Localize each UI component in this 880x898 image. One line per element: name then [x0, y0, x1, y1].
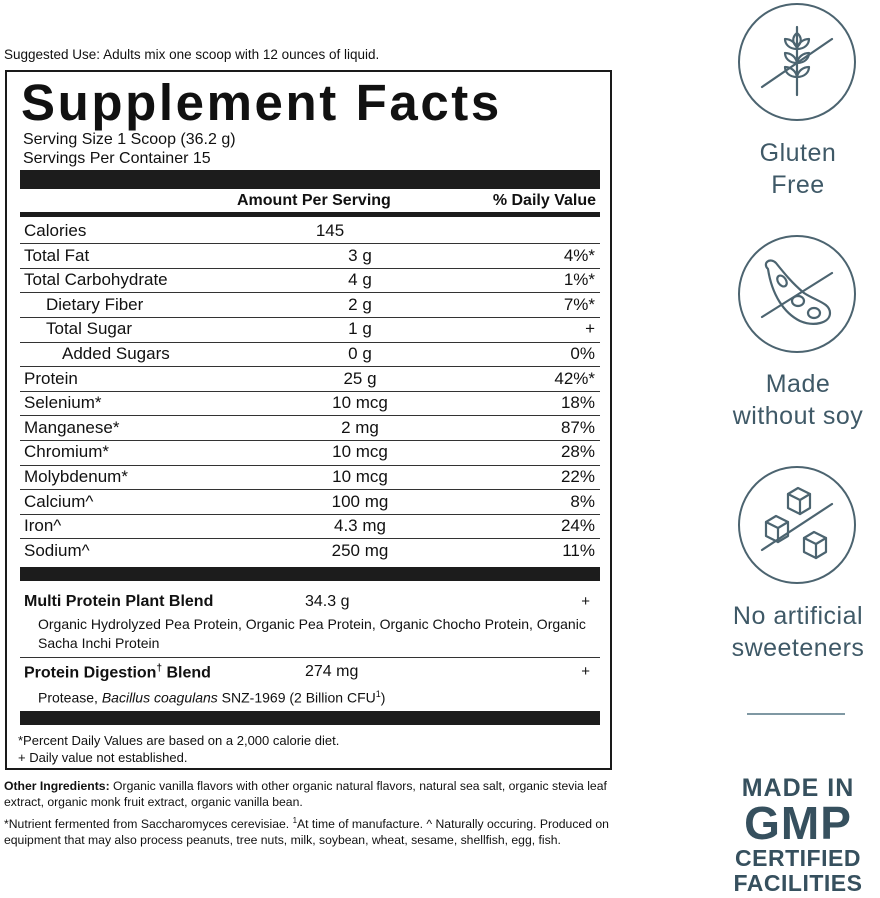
badge-sweeteners-label: No artificial sweeteners	[731, 602, 865, 662]
nutrient-daily-value: 22%	[560, 467, 595, 486]
header-amount: Amount Per Serving	[237, 192, 391, 209]
blend-amount: 34.3 g	[305, 593, 350, 610]
nutrient-row	[20, 293, 600, 317]
nutrient-amount: 10 mcg	[332, 442, 388, 462]
footnote-not-established: + Daily value not established.	[18, 750, 188, 765]
nutrient-name: Chromium*	[24, 442, 110, 462]
divider-line	[747, 713, 845, 715]
nutrient-amount: 3 g	[348, 245, 372, 265]
nutrient-amount: 2 mg	[341, 417, 379, 437]
nutrient-name: Manganese*	[24, 417, 120, 437]
badge-soy-free	[738, 235, 856, 353]
blend-name: Multi Protein Plant Blend	[24, 593, 214, 610]
header-divider	[20, 212, 600, 217]
nutrient-name: Total Sugar	[46, 319, 132, 339]
nutrient-row	[20, 244, 600, 268]
nutrient-name: Added Sugars	[62, 344, 170, 363]
thick-divider	[20, 567, 600, 581]
nutrient-row	[20, 317, 600, 341]
suggested-use: Suggested Use: Adults mix one scoop with 12 ounces of liquid.	[4, 47, 380, 62]
nutrient-row	[20, 367, 600, 391]
badge-gluten-free	[738, 3, 856, 121]
gmp-certified: CERTIFIED	[735, 845, 861, 871]
nutrient-row	[20, 440, 600, 464]
nutrient-daily-value: 28%	[560, 442, 595, 462]
nutrient-amount: 1 g	[348, 319, 372, 339]
wheat-crossed-icon	[740, 5, 854, 119]
nutrient-amount: 25 g	[343, 368, 377, 388]
nutrient-row	[20, 342, 600, 366]
nutrient-name: Sodium^	[24, 540, 90, 560]
nutrient-daily-value: 8%	[570, 491, 595, 511]
supplement-facts-panel	[5, 70, 612, 770]
nutrient-amount: 100 mg	[331, 491, 389, 511]
nutrient-name: Total Carbohydrate	[24, 270, 168, 290]
nutrient-amount: 145	[315, 221, 345, 240]
blend-dv: +	[581, 593, 590, 610]
nutrient-row	[20, 219, 600, 243]
nutrient-daily-value: 11%	[562, 540, 595, 560]
blend-ingredients: Organic Hydrolyzed Pea Protein, Organic Pea Protein, Organic Chocho Protein, Organic Sacha Inchi Protein	[38, 616, 586, 651]
gmp-facilities: FACILITIES	[733, 870, 863, 896]
nutrient-name: Calcium^	[24, 491, 94, 511]
nutrient-daily-value: 7%*	[563, 294, 595, 314]
nutrient-amount: 250 mg	[331, 540, 389, 560]
footnote-daily-values: *Percent Daily Values are based on a 2,000 calorie diet.	[18, 733, 340, 748]
gmp-title: GMP	[744, 797, 852, 849]
nutrient-daily-value: 24%	[560, 516, 595, 536]
nutrient-amount: 10 mcg	[332, 393, 388, 413]
nutrient-amount: 4 g	[348, 270, 372, 290]
serving-size: Serving Size 1 Scoop (36.2 g)	[23, 131, 236, 148]
badge-gluten-label: Gluten Free	[759, 139, 837, 199]
badge-soy-label: Made without soy	[732, 370, 864, 430]
nutrient-daily-value: 4%*	[563, 245, 595, 265]
other-ingredients: Other Ingredients: Organic vanilla flavors with other organic natural flavors, natural sea salt, organic stevia leaf extract, organic monk fruit extract, organic vanilla bean.	[4, 779, 607, 809]
blend-name: Protein Digestion† Blend	[24, 663, 211, 682]
nutrient-name: Total Fat	[24, 245, 90, 265]
blend-amount: 274 mg	[305, 663, 359, 680]
badge-no-sweeteners	[738, 466, 856, 584]
blend-dv: +	[581, 663, 590, 680]
nutrient-amount: 2 g	[348, 294, 372, 314]
sugar-cubes-crossed-icon	[740, 468, 854, 582]
thick-divider	[20, 170, 600, 189]
nutrient-name: Protein	[24, 368, 78, 388]
label-title: Supplement Facts	[21, 74, 502, 131]
nutrient-note: *Nutrient fermented from Saccharomyces cerevisiae. $^1$At time of manufacture. ^ Naturally occuring. Produced on equipment that may also process peanuts, tree nuts, milk, soybean, wheat, sesame, shellfish, egg, fish.	[4, 816, 609, 848]
nutrient-name: Iron^	[24, 516, 62, 536]
nutrient-daily-value: 0%	[570, 344, 595, 363]
nutrient-row	[20, 465, 600, 489]
nutrient-daily-value: 42%*	[554, 368, 595, 388]
nutrient-name: Calories	[24, 221, 87, 240]
nutrient-name: Selenium*	[24, 393, 102, 413]
nutrient-amount: 0 g	[348, 344, 372, 363]
nutrient-name: Molybdenum*	[24, 467, 128, 486]
nutrient-name: Dietary Fiber	[46, 294, 144, 314]
nutrient-daily-value: 18%	[560, 393, 595, 413]
nutrient-row	[20, 514, 600, 538]
header-daily-value: % Daily Value	[492, 192, 596, 209]
divider	[20, 657, 600, 658]
blend-ingredients: Protease, Bacillus coagulans SNZ-1969 (2 Billion CFU$^1$)	[38, 689, 386, 706]
soybean-crossed-icon	[740, 237, 854, 351]
nutrient-amount: 10 mcg	[332, 467, 388, 486]
nutrient-row	[20, 490, 600, 514]
nutrient-row	[20, 268, 600, 292]
servings-per-container: Servings Per Container 15	[23, 150, 211, 167]
thick-divider	[20, 711, 600, 725]
nutrient-row	[20, 539, 600, 563]
nutrient-daily-value: 1%*	[563, 270, 595, 290]
nutrient-amount: 4.3 mg	[334, 516, 386, 536]
gmp-made-in: MADE IN	[741, 774, 855, 802]
nutrient-daily-value: 87%	[560, 417, 595, 437]
nutrient-daily-value: +	[585, 319, 595, 339]
nutrient-row	[20, 416, 600, 440]
nutrient-row	[20, 391, 600, 415]
